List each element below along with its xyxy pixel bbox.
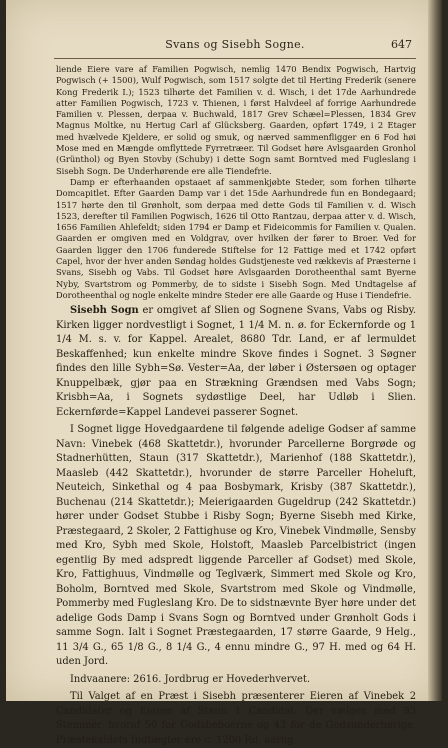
book-page [6,0,442,746]
parish-description: er omgivet af Slien og Sognene Svans, Vabs og Risby. Kirken ligger nordvestligt i Sognet, 1 1/4 M. n. ø. for Eckernforde og 1 1/4 M. s. v. for Kappel. Arealet, 8680 Tdr. Land, er af lermuldet Beskaffenhed; kun enkelte mindre Skove findes i Sognet. 3 Søgner findes den lille Sybh=Sø. Vester=Aa, der løber i Østersøen og optager Knuppelbæk, gjør paa en Strækning Grændsen med Vabs Sogn; Krisbh=Aa, i Sognets sydøstlige Deel, har Udløb i Slien. Eckernførde=Kappel Landevei passerer Sognet. [56,305,416,418]
paragraph-estate-owners: liende Eiere vare af Familien Pogwisch, nemlig 1470 Bendix Pogwisch, Hartvig Pogwisch (+ 1500), Wulf Pogwisch, som 1517 solgte det til Herting Frederik (senere Kong Frederik I.); 1523 tilhørte det Familien v. d. Wisch, i det 17de Aarhundrede atter Familien Pogwisch, 1723 v. Thienen, i først Halvdeel af forrige Aarhundrede Familien v. Plessen, derpaa v. Buchwald, 1817 Grev Schæel=Plessen, 1834 Grev Magnus Moltke, nu Hertug Carl af Glücksberg. Gaarden, opført 1749, i 2 Etager med hvælvede Kjeldere, er solid og smuk, og nærved sammenfligger en 6 Fod høi Mose med en Mængde omflyttede Fyrretræer. Til Godset høre Avlsgaarden Gronhol (Grünthol) og Byen Stovby (Schuby) i dette Sogn samt Borntved med Fugleslang i Sisebh Sogn. De Underhørende ere alle Tiendefrie. [56,64,416,176]
page-text [56,64,416,748]
running-head: Svans og Sisebh Sogne. [165,38,305,51]
page-number: 647 [391,38,412,51]
book-binding-shadow [428,0,442,701]
page-header [56,38,414,58]
paragraph-damp: Damp er efterhaanden opstaaet af sammenkjøbte Steder, som forhen tilhørte Domcapitlet. Efter Gaarden Damp var i det 15de Aarhundrede fun en Bondegaard; 1517 hørte den til Grønholt, som derpaa med dette Gods til Familien v. d. Wisch 1523, derefter til Familien Pogwisch, 1626 til Otto Rantzau, derpaa atter v. d. Wisch, 1656 Familien Ahlefeldt; siden 1794 er Damp et Fideicommis for Familien v. Qualen. Gaarden er omgiven med en Voldgrav, over hvilken der fører to Broer. Ved for Gaarden ligger den 1706 funderede Stiftelse for 12 Fattige med et 1742 opført Capel, hvor der hver anden Søndag holdes Gudstjeneste ved rækkevis af Præsterne i Svans, Sisebh og Vabs. Til Godset høre Avlsgaarden Dorotheenthal samt Byerne Nyby, Svartstrom og Pommerby, de to sidste i Sisebh Sogn. Med Undtagelse af Dorotheenthal og nogle enkelte mindre Steder ere alle Gaarde og Huse i Tiendefrie. [56,176,416,300]
paragraph-priest: Til Valget af en Præst i Sisebh præsenterer Eieren af Vinebek 2 Candidater og Eieren af Staun 1 Candidat. Der vælges med 93 Stemmer, hvoraf 50 for Godsbeboerne og 43 for de Godsunderhørige. Præstekaldets Indtægter ere c. 1200 Rd. aarlig [56,691,416,746]
header-rule [54,58,416,59]
paragraph-inhabitants: Indvaanere: 2616. Jordbrug er Hovederhvervet. [70,673,310,685]
paragraph-estates: I Sognet ligge Hovedgaardene til følgende adelige Godser af samme Navn: Vinebek (468 Skattetdr.), hvorunder Parcellerne Borgrøde og Stadnerhütten, Staun (317 Skattetdr.), Marienhof (188 Skattetdr.), Maasleb (442 Skattetdr.), hvorunder de større Parceller Hoheluft, Neuteich, Sinkethal og 4 paa Bosbymark, Krisby (387 Skattetdr.), Buchenau (214 Skattetdr.); Meierigaarden Gugeldrup (242 Skattetdr.) hører under Godset Stubbe i Risby Sogn; Byerne Sisebh med Kirke, Præstegaard, 2 Skoler, 2 Fattighuse og Kro, Vinebek Vindmølle, Sensby med Kro, Sybh med Skole, Holstoft, Maasleb Parcelbistrict (ingen egentlig By med adspredt liggende Parceller af Godset) med Skole, Kro, Fattighuus, Vindmølle og Teglværk, Simmert med Skole og Kro, Boholm, Borntved med Skole, Svartstrom med Skole og Vindmølle, Pommerby med Fugleslang Kro. De to sidstnævnte Byer høre under det adelige Gods Damp i Svans Sogn og Borntved under Grønholt Gods i samme Sogn. Ialt i Sognet Præstegaarden, 17 større Gaarde, 9 Helg., 11 3/4 G., 65 1/8 G., 8 1/4 G., 4 ennu mindre G., 97 H. med og 64 H. uden Jord. [56,424,416,668]
paragraph-parish-intro [56,304,416,420]
parish-heading: Sisebh Sogn [70,305,139,317]
